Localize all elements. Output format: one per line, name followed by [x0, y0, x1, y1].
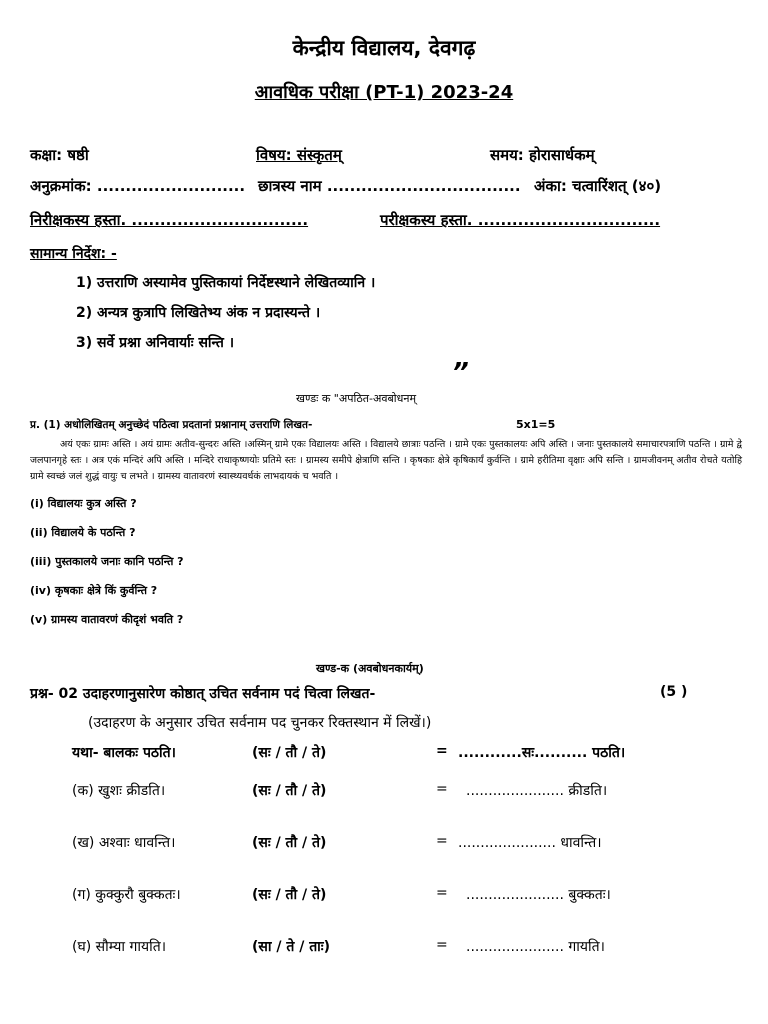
class-label: कक्षा: षष्ठी: [30, 146, 89, 164]
row-answer-blank: ...................... क्रीडति।: [466, 783, 608, 799]
row-options: (सः / तौ / ते): [252, 887, 327, 903]
section2-heading: खण्ड-क (अवबोधनकार्यम्): [316, 662, 424, 675]
sub-question: (i) विद्यालयः कुत्र अस्ति ?: [30, 497, 137, 510]
student-name-field: छात्रस्य नाम ..................................: [258, 177, 521, 195]
total-marks-label: अंका: चत्वारिंशत् (४०): [534, 177, 662, 195]
question2-marks: (5 ): [660, 684, 688, 700]
invigilator-sign-field: निरीक्षकस्य हस्ता. ...............................: [30, 211, 309, 229]
row-equals: =: [436, 885, 448, 901]
row-sentence: (क) खुशः क्रीडति।: [72, 783, 166, 799]
row-sentence: (घ) सौम्या गायति।: [72, 939, 167, 955]
row-sentence: (ख) अश्वाः धावन्ति।: [72, 835, 176, 851]
instruction-item: 3) सर्वे प्रश्ना अनिवार्याः सन्ति ।: [76, 335, 235, 351]
row-answer-blank: ...................... धावन्ति।: [458, 835, 602, 851]
example-sentence: यथा- बालकः पठति।: [72, 745, 176, 761]
sub-question: (iii) पुस्तकालये जनाः कानि पठन्ति ?: [30, 555, 184, 568]
section1-heading: खण्डः क "अपठित-अवबोधनम्: [296, 392, 417, 405]
row-answer-blank: ...................... गायति।: [466, 939, 605, 955]
row-equals: =: [436, 781, 448, 797]
sub-question: (ii) विद्यालये के पठन्ति ?: [30, 526, 136, 539]
roll-number-field: अनुक्रमांक: ..........................: [30, 177, 246, 195]
question2-text: प्रश्न- 02 उदाहरणानुसारेण कोष्ठात् उचित सर्वनाम पदं चित्वा लिखत-: [30, 686, 376, 702]
sub-question: (iv) कृषकाः क्षेत्रे किं कुर्वन्ति ?: [30, 584, 158, 597]
row-sentence: (ग) कुक्कुरौ बुक्कतः।: [72, 887, 181, 903]
examiner-sign-field: परीक्षकस्य हस्ता. ................................: [380, 211, 661, 229]
sub-question: (v) ग्रामस्य वातावरणं कीदृशं भवति ?: [30, 613, 184, 626]
example-options: (सः / तौ / ते): [252, 745, 327, 761]
passage: [30, 437, 742, 485]
example-equals: =: [436, 743, 448, 759]
instruction-item: 2) अन्यत्र कुत्रापि लिखितेभ्य अंक न प्रदास्यन्ते ।: [76, 305, 321, 321]
row-options: (सा / ते / ताः): [252, 939, 331, 955]
row-equals: =: [436, 833, 448, 849]
subject-label: विषय: संस्कृतम्: [256, 146, 342, 164]
question2-note: (उदाहरण के अनुसार उचित सर्वनाम पद चुनकर रिक्तस्थान में लिखें।): [88, 715, 432, 731]
school-title: केन्द्रीय विद्यालय, देवगढ़: [292, 36, 476, 60]
example-answer: ............सः.......... पठति।: [458, 745, 626, 761]
instruction-item: 1) उत्तराणि अस्यामेव पुस्तिकायां निर्देष्टस्थाने लेखितव्यानि ।: [76, 275, 376, 291]
row-equals: =: [436, 937, 448, 953]
row-options: (सः / तौ / ते): [252, 783, 327, 799]
question1-text: प्र. (1) अधोलिखितम् अनुच्छेदं पठित्वा प्रदतानां प्रश्नानाम् उत्तराणि लिखत-: [30, 419, 313, 431]
row-answer-blank: ...................... बुक्कतः।: [466, 887, 611, 903]
quote-mark: ”: [452, 358, 469, 388]
row-options: (सः / तौ / ते): [252, 835, 327, 851]
question1-marks: 5x1=5: [516, 418, 556, 431]
exam-title-text: आवधिक परीक्षा (PT-1) 2023-24: [254, 82, 514, 103]
instructions-heading: सामान्य निर्देश: -: [30, 246, 117, 262]
passage-text: अयं एकः ग्रामः अस्ति । अयं ग्रामः अतीव-सुन्दरः अस्ति ।अस्मिन् ग्रामे एकः विद्यालयः अस्ति । विद्यालये छात्राः पठन्ति । ग्रामे एकः पुस्तकालयः अपि अस्ति । जनाः पुस्तकालये समाचारपत्राणि पठन्ति । ग्रामे द्वे जलपानगृहे स्तः । अत्र एकं मन्दिरं अपि अस्ति । मन्दिरे राधाकृष्णयोः प्रतिमे स्तः । ग्रामस्य समीपे क्षेत्राणि सन्ति । कृषकाः क्षेत्रे कृषिकार्यं कुर्वन्ति । ग्रामे हरीतिमा वृक्षाः अपि सन्ति । ग्रामजीवनम् अतीव रोचते यतोहि ग्रामे स्वच्छं जलं शुद्धं वायुः च लभते । ग्रामस्य वातावरणं स्वास्थ्यवर्धकं लाभदायकं च भवति ।: [30, 439, 742, 482]
time-label: समय: होरासार्धकम्: [490, 146, 595, 164]
exam-title: [0, 80, 768, 104]
